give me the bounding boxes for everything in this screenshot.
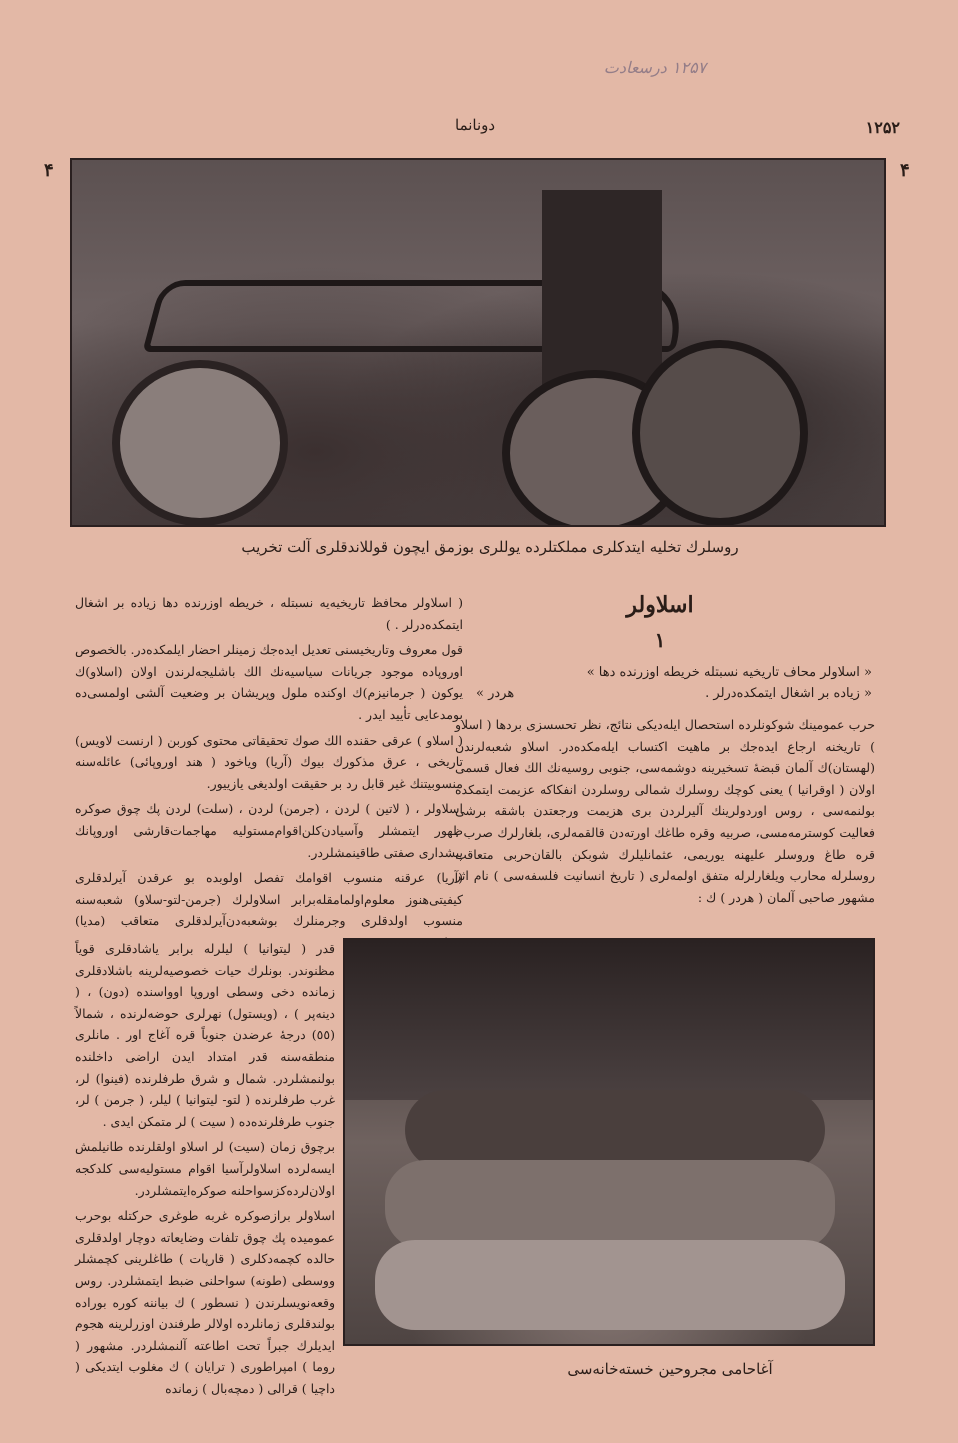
- left-column-bottom: [75, 938, 335, 1403]
- paragraph: حرب عمومینك شوكونلرده استحصال ایله‌دیكی نتائج، نظر تحسسزی بردها ( اسلاو ) تاریخنه ارجاع ایده‌جك بر ماهیت اكتساب ایله‌مكده‌در. اسلاو شعبه‌لرندن (لهستان)ك آلمان قبضهٔ تسخیرینه دوشمه‌سی، جنوبی روسیه‌نك الك فعال قسمی اولان ( اوقرانیا ) یعنی كوچك روسلرك شمالی روسلردن انفكاكه عزیمت ایتمكده بولنمه‌سی ، روس اوردولرینك آلیرلردن بری هزیمت ورجعتدن باشقه برشی فعالیت كوسترمه‌مسی، صربیه وقره طاغك اورته‌دن قالقمه‌لری، بلغارلرك صرب ، قره طاغ وروسلر علیهنه یوریمی، عثمانلیلرك شوبكن بالقان‌حربی متعاقب روسلرله محارب ویلغارلرله متفق اولمه‌لری ( تاریخ انسانیت فلسفه‌سی ) نام اثر مشهور صاحبی آلمان ( هردر ) ك :: [455, 717, 875, 905]
- paragraph: اسلاولر ، ( لاتین ) لردن ، (جرمن) لردن ، (سلت) لردن پك چوق صوكره ظهور ایتمشلر وآسیادن‌كلن‌اقوام‌مستولیه مهاجمات‌قارشی اوروپانك پیشداری صفتی طاقینمشلردر.: [75, 801, 463, 860]
- paragraph: ( اسلاولر محافظ تاریخیه‌یه نسبتله ، خریطه اوزرنده دها زیاده بر اشغال ایتمكده‌درلر . ): [75, 595, 463, 632]
- paragraph: قول معروف وتاریخیسنی تعدیل ایده‌جك زمینلر احضار ایلمكده‌در. بالخصوص اوروپاده موجود جریانات سیاسیه‌نك الك باشلیجه‌لرندن اولان (اسلاو)ك یوكون ( جرمانیزم)ك اوكنده ملول وپریشان بر وضعیت آلشی اولمسی‌ده بومدعایی تأیید ایدر .: [75, 642, 463, 722]
- bottom-figure-caption: آغاحامی مجروحین خسته‌خانه‌سی: [567, 1360, 773, 1378]
- epigraph-author: هردر »: [476, 686, 515, 701]
- margin-mark: ۴: [44, 160, 54, 181]
- left-column-top: [75, 592, 463, 958]
- page-number: ۱۲۵۲: [865, 118, 900, 137]
- section-number: ١: [654, 628, 666, 652]
- epigraph-line: « زیاده بر اشغال ایتمكده‌درلر .: [705, 686, 872, 701]
- hospital-group-photo: [343, 938, 875, 1346]
- handwritten-note: ۱۲۵۷ درسعادت: [603, 58, 707, 77]
- paragraph: ( اسلاو ) عرقی حقنده الك صوك تحقیقاتی محتوی كوربن ( ارنست لاویس) تاریخی ، عرق مذكورك بیوك (آریا) ویاخود ( هند اوروپائی) عائله‌سنه منسوبیتنك غیر قابل رد بر حقیقت اولدیغی یازییور.: [75, 732, 463, 791]
- page-header: [40, 112, 920, 142]
- running-title: دونانما: [455, 116, 496, 134]
- article-title: اسلاولر: [626, 592, 694, 618]
- top-figure-caption: روسلرك تخليه ایتدكلری مملكتلرده یوللری بوزمق ایچون قوللاندقلری آلت تخریب: [241, 538, 739, 556]
- paragraph: برچوق زمان (سیت) لر اسلاو اولقلرنده طانیلمش ایسه‌لرده اسلاولرآسیا اقوام مستولیه‌سی كلدكجه اولان‌لرده‌كزسواحلنه صوكره‌ایتمشلردر.: [75, 1139, 335, 1198]
- paragraph: قدر ( لیتوانیا ) لیلرله برابر یاشادقلری قویاً مظنوندر. بونلرك حیات خصوصیه‌لرینه باشلادقلری زمانده دخی وسطی اوروپا اوواسنده (دون) ، ( دینه‌پر ) ، (ویستول) نهرلری حوضه‌لرنده ، شمالاً (٥٥) درجهٔ عرضدن جنوباً قره آغاج اور . مانلری منطقه‌سنه قدر امتداد ایدن اراضی داخلنده بولنمشلردر. شمال و شرق طرفلرنده (فینوا) لر، غرب طرفلرنده ( لتو- لیتوانیا ) لیلر، ( جرمن ) لر، جنوب طرفلرنده‌ده ( سیت ) لر متمكن ایدی .: [75, 941, 335, 1129]
- paragraph: اسلاولر برازصوكره غربه طوغری حركتله بوحرب عمومیده پك چوق تلفات وضایعاته دوچار اولدقلری حالده كچمه‌دكلری ( قارپات ) طاغلرینی كچمشلر ووسطی (طونه) سواحلنی ضبط ایتمشلردر. روس وقعه‌نویسلرندن ( نسطور ) ك بیاننه كوره بوراده بولندقلری زمانلرده اولالر طرفندن اوزرلرینه هجوم ایدیلرك جبراً تحت اطاعته آلنمشلردر. مشهور ( روما ) امپراطوری ( ترایان ) ك مغلوب ایتدیكی ( داچیا ) قرالی ( دمچه‌بال ) زمانده: [75, 1208, 335, 1396]
- machine-photo: [70, 158, 886, 527]
- right-column: [455, 714, 875, 912]
- epigraph: [452, 662, 872, 704]
- margin-mark: ۴: [900, 160, 910, 181]
- epigraph-line: « اسلاولر محاف تاریخیه نسبتله خریطه اوزرنده دها »: [586, 665, 872, 680]
- paragraph: (آریا) عرقنه منسوب اقوامك تفصل اولوبده بو عرقدن آیرلدقلری كیفیتی‌هنوز معلوم‌اولمامقله‌برابر اسلاولرك (جرمن-لتو-سلاو) شعبه‌سنه منسوب اولدقلری وجرمنلرك بوشعبه‌دن‌آیرلدقلری متعاقب (مدیا): [75, 870, 463, 929]
